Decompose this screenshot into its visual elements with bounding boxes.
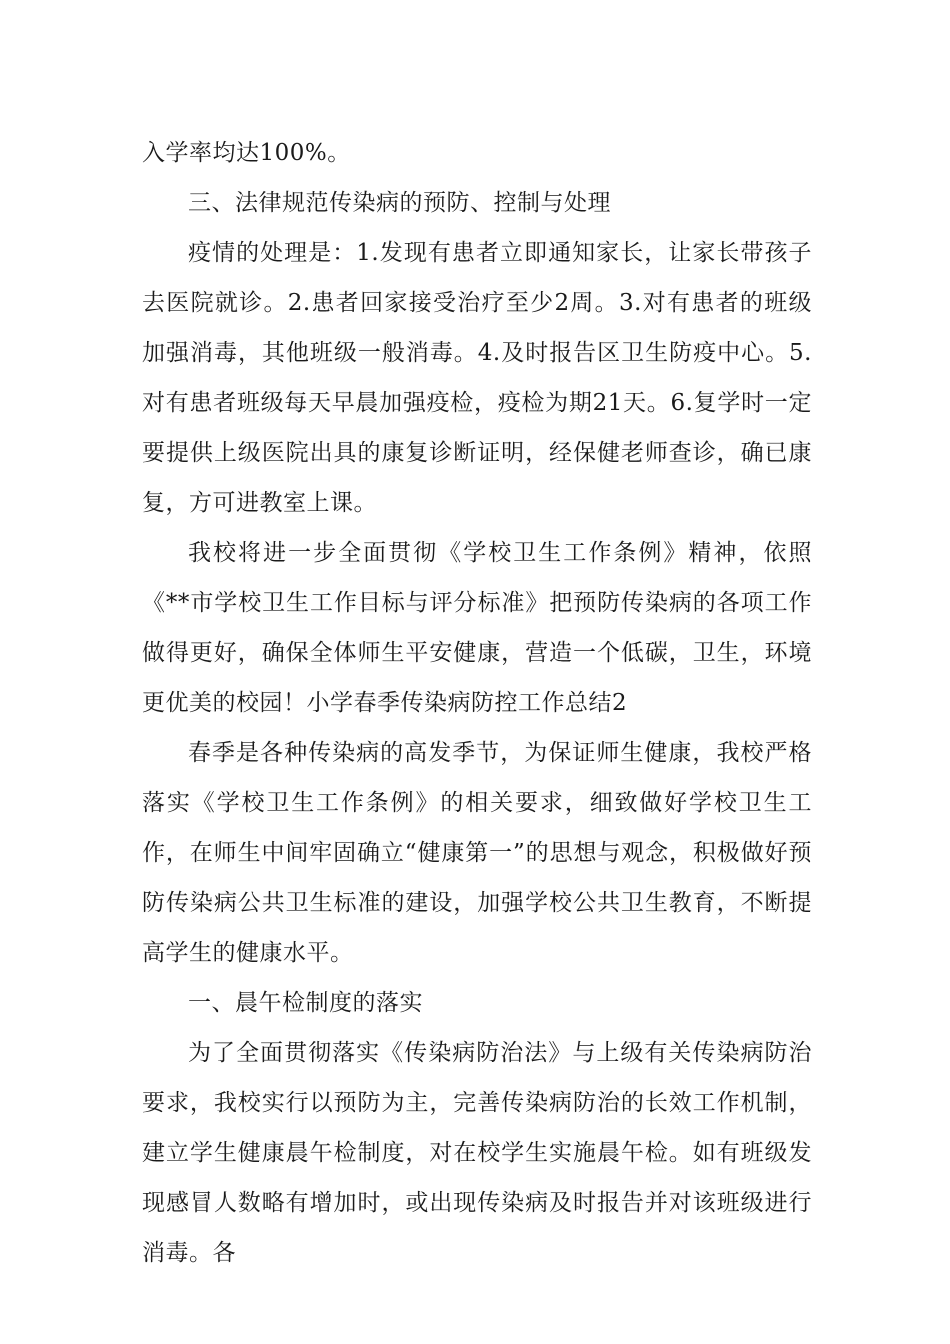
paragraph-morning-check: 为了全面贯彻落实《传染病防治法》与上级有关传染病防治要求，我校实行以预防为主，完善传染病防治的长效工作机制，建立学生健康晨午检制度，对在校学生实施晨午检。如有班级发现感冒人数略有增加时，或出现传染病及时报告并对该班级进行消毒。各 <box>142 1040 812 1266</box>
paragraph-school-plan: 我校将进一步全面贯彻《学校卫生工作条例》精神，依照《**市学校卫生工作目标与评分标准》把预防传染病的各项工作做得更好，确保全体师生平安健康，营造一个低碳，卫生，环境更优美的校园！小学春季传染病防控工作总结2 <box>142 540 812 716</box>
document-body <box>142 128 812 1278</box>
paragraph-epidemic-handling: 疫情的处理是：1.发现有患者立即通知家长，让家长带孩子去医院就诊。2.患者回家接受治疗至少2周。3.对有患者的班级加强消毒，其他班级一般消毒。4.及时报告区卫生防疫中心。5.对有患者班级每天早晨加强疫检，疫检为期21天。6.复学时一定要提供上级医院出具的康复诊断证明，经保健老师查诊，确已康复，方可进教室上课。 <box>142 240 812 516</box>
section-heading-3: 三、法律规范传染病的预防、控制与处理 <box>188 190 611 216</box>
paragraph-continuation: 入学率均达100%。 <box>142 140 351 166</box>
section-heading-1: 一、晨午检制度的落实 <box>188 990 423 1016</box>
paragraph-spring-intro: 春季是各种传染病的高发季节，为保证师生健康，我校严格落实《学校卫生工作条例》的相关要求，细致做好学校卫生工作，在师生中间牢固确立“健康第一”的思想与观念，积极做好预防传染病公共卫生标准的建设，加强学校公共卫生教育，不断提高学生的健康水平。 <box>142 740 812 966</box>
